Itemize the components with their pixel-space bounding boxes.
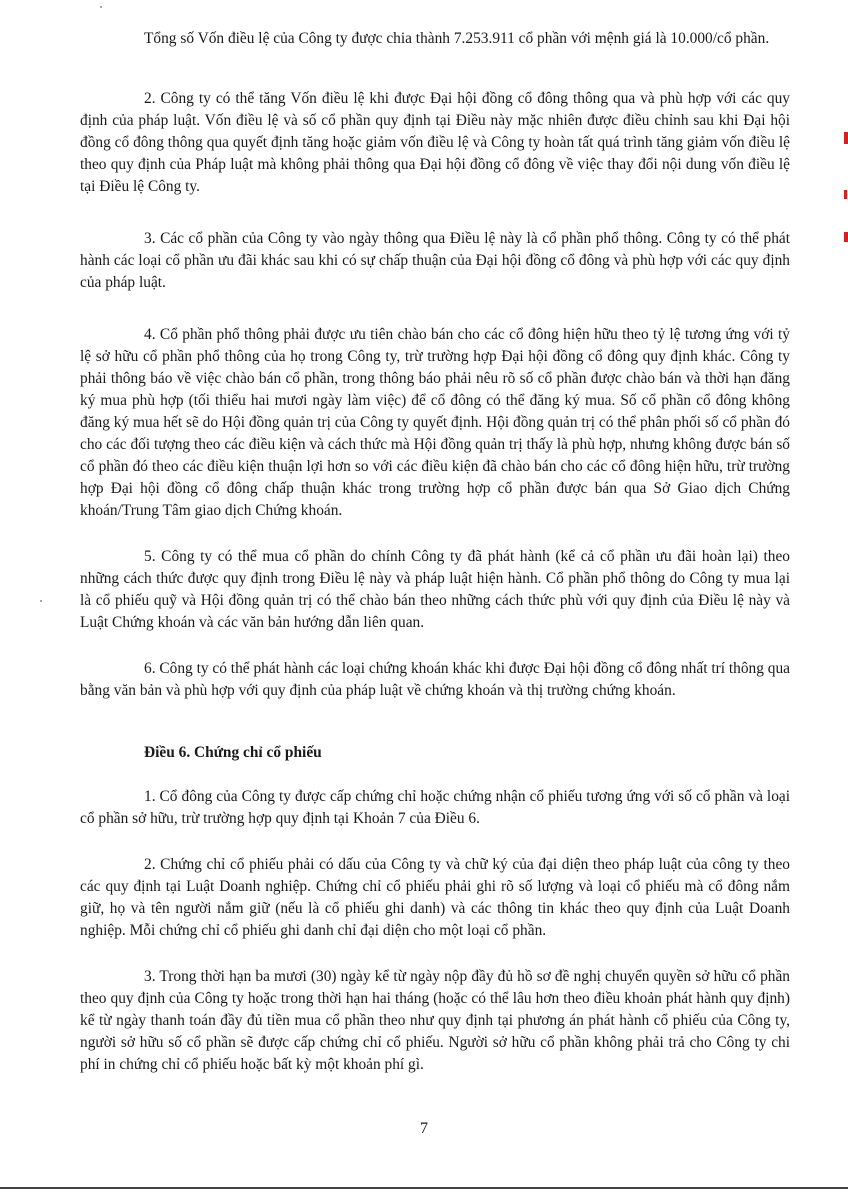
article-6-heading: Điều 6. Chứng chỉ cổ phiếu (144, 744, 322, 761)
article-6-clause-3: 3. Trong thời hạn ba mươi (30) ngày kể từ ngày nộp đầy đủ hồ sơ đề nghị chuyển quyền sở hữu cổ phần theo quy định của Công ty hoặc trong thời hạn hai tháng (hoặc có thể lâu hơn theo điều khoản phát hành quy định) kể từ ngày thanh toán đầy đủ tiền mua cổ phần theo như quy định tại phương án phát hành cổ phiếu của Công ty, người sở hữu số cổ phần sẽ được cấp chứng chỉ cổ phiếu. Người sở hữu cổ phần không phải trả cho Công ty chi phí in chứng chỉ cổ phiếu hoặc bất kỳ một khoản phí gì. (80, 968, 790, 1073)
article-6-clause-2: 2. Chứng chỉ cổ phiếu phải có dấu của Công ty và chữ ký của đại diện theo pháp luật của công ty theo các quy định tại Luật Doanh nghiệp. Chứng chỉ cổ phiếu phải ghi rõ số lượng và loại cổ phiếu mà cổ đông nắm giữ, họ và tên người nắm giữ (nếu là cổ phiếu ghi danh) và các thông tin khác theo quy định của Luật Doanh nghiệp. Mỗi chứng chỉ cổ phiếu ghi danh chỉ đại diện cho một loại cổ phần. (80, 856, 790, 939)
clause-3-paragraph: 3. Các cổ phần của Công ty vào ngày thông qua Điều lệ này là cổ phần phổ thông. Công ty có thể phát hành các loại cổ phần ưu đãi khác sau khi có sự chấp thuận của Đại hội đồng cổ đông và phù hợp với các quy định của pháp luật. (80, 230, 790, 291)
scan-bottom-edge (0, 1187, 848, 1189)
page-number: 7 (420, 1120, 428, 1137)
clause-2-paragraph: 2. Công ty có thể tăng Vốn điều lệ khi được Đại hội đồng cổ đông thông qua và phù hợp với các quy định của pháp luật. Vốn điều lệ và số cổ phần quy định tại Điều này mặc nhiên được điều chỉnh sau khi Đại hội đồng cổ đông thông qua quyết định tăng hoặc giảm vốn điều lệ và Công ty hoàn tất quá trình tăng giảm vốn điều lệ theo quy định của Pháp luật mà không phải thông qua Đại hội đồng cổ đông về việc thay đổi nội dung vốn điều lệ tại Điều lệ Công ty. (80, 90, 790, 195)
scan-artifact-red-mark (844, 190, 847, 199)
clause-6-paragraph: 6. Công ty có thể phát hành các loại chứng khoán khác khi được Đại hội đồng cổ đông nhất trí thông qua bằng văn bản và phù hợp với quy định của pháp luật về chứng khoán và thị trường chứng khoán. (80, 660, 790, 699)
article-6-clause-1: 1. Cổ đông của Công ty được cấp chứng chỉ hoặc chứng nhận cổ phiếu tương ứng với số cổ phần và loại cổ phần sở hữu, trừ trường hợp quy định tại Khoản 7 của Điều 6. (80, 788, 790, 827)
scan-artifact-red-mark (844, 232, 848, 242)
scan-artifact-speck (40, 600, 42, 602)
clause-4-paragraph: 4. Cổ phần phổ thông phải được ưu tiên chào bán cho các cổ đông hiện hữu theo tỷ lệ tương ứng với tỷ lệ sở hữu cổ phần phổ thông của họ trong Công ty, trừ trường hợp Đại hội đồng cổ đông quy định khác. Công ty phải thông báo về việc chào bán cổ phần, trong thông báo phải nêu rõ số cổ phần được chào bán và thời hạn đăng ký mua phù hợp (tối thiểu hai mươi ngày làm việc) để cổ đông có thể đăng ký mua. Số cổ phần cổ đông không đăng ký mua hết sẽ do Hội đồng quản trị của Công ty quyết định. Hội đồng quản trị có thể phân phối số cổ phần đó cho các đối tượng theo các điều kiện và cách thức mà Hội đồng quản trị thấy là phù hợp, nhưng không được bán số cổ phần đó theo các điều kiện thuận lợi hơn so với các điều kiện đã chào bán cho các cổ đông hiện hữu, trừ trường hợp Đại hội đồng cổ đông chấp thuận khác trong trường hợp cổ phần được bán qua Sở Giao dịch Chứng khoán/Trung Tâm giao dịch Chứng khoán. (80, 326, 790, 519)
clause-5-paragraph: 5. Công ty có thể mua cổ phần do chính Công ty đã phát hành (kể cả cổ phần ưu đãi hoàn lại) theo những cách thức được quy định trong Điều lệ này và pháp luật hiện hành. Cổ phần phổ thông do Công ty mua lại là cổ phiếu quỹ và Hội đồng quản trị có thể chào bán theo những cách thức phù với quy định của Điều lệ này và Luật Chứng khoán và các văn bản hướng dẫn liên quan. (80, 548, 790, 631)
scan-artifact-red-mark (844, 132, 848, 144)
scan-artifact-speck (100, 6, 102, 8)
document-body (80, 28, 790, 1076)
charter-capital-paragraph: Tổng số Vốn điều lệ của Công ty được chia thành 7.253.911 cổ phần với mệnh giá là 10.000/cổ phần. (144, 30, 770, 47)
